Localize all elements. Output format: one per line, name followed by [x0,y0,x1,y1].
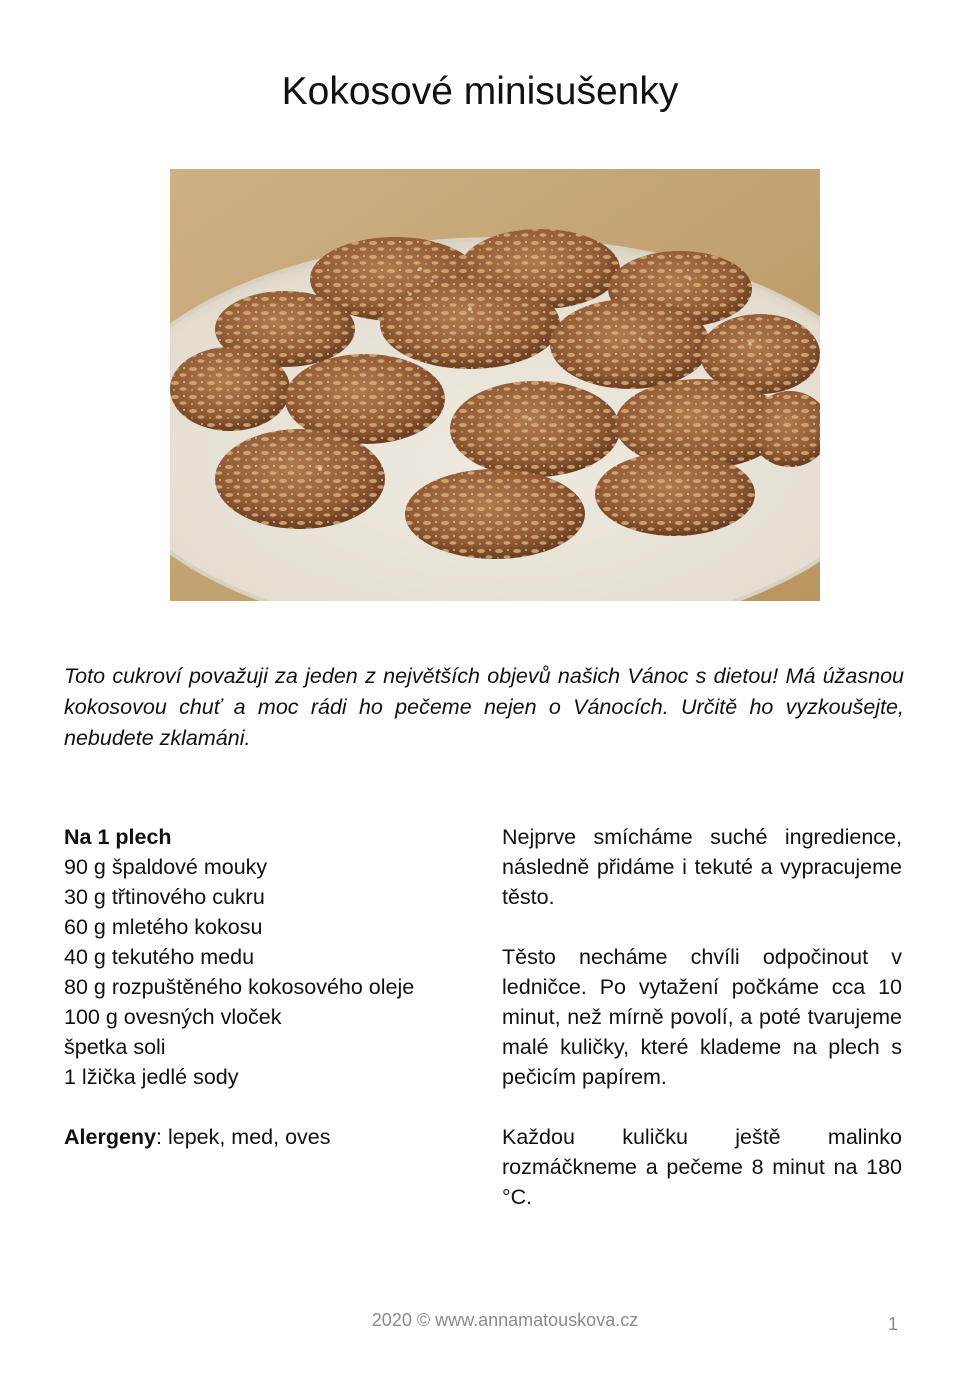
cookies-photo [170,169,820,601]
ingredient-item: 60 g mletého kokosu [64,915,263,939]
ingredient-item: 80 g rozpuštěného kokosového oleje [64,975,415,999]
allergens-value: : lepek, med, oves [156,1125,331,1149]
intro-text: Toto cukroví považuji za jeden z největších objevů našich Vánoc s dietou! Má úžasnou kokosovou chuť a moc rádi ho pečeme nejen o Vánocích. Určitě ho vyzkoušejte, nebudete zklamáni. [64,664,904,750]
ingredient-item: 90 g špaldové mouky [64,855,268,879]
ingredient-item: 100 g ovesných vloček [64,1005,282,1029]
recipe-title: Kokosové minisušenky [281,70,679,113]
allergens-line [64,1122,484,1152]
ingredient-item: 1 lžička jedlé sody [64,1065,239,1089]
ingredient-item: špetka soli [64,1035,166,1059]
allergens-label: Alergeny [64,1125,157,1149]
method-step: Každou kuličku ještě malinko rozmáčkneme a pečeme 8 minut na 180 °C. [502,1125,902,1209]
method-step: Nejprve smícháme suché ingredience, následně přidáme i tekuté a vypracujeme těsto. [502,825,902,909]
ingredients-heading: Na 1 plech [64,825,172,849]
method-section [502,822,902,1242]
method-step: Těsto necháme chvíli odpočinout v ledničce. Po vytažení počkáme cca 10 minut, než mírně povolí, a poté tvarujeme malé kuličky, které klademe na plech s pečicím papírem. [502,945,902,1089]
ingredients-list [64,852,484,1092]
page-number: 1 [888,1314,899,1334]
ingredient-item: 30 g třtinového cukru [64,885,265,909]
footer-copyright: 2020 © www.annamatouskova.cz [371,1310,639,1330]
ingredient-item: 40 g tekutého medu [64,945,255,969]
ingredients-section [64,822,484,1152]
